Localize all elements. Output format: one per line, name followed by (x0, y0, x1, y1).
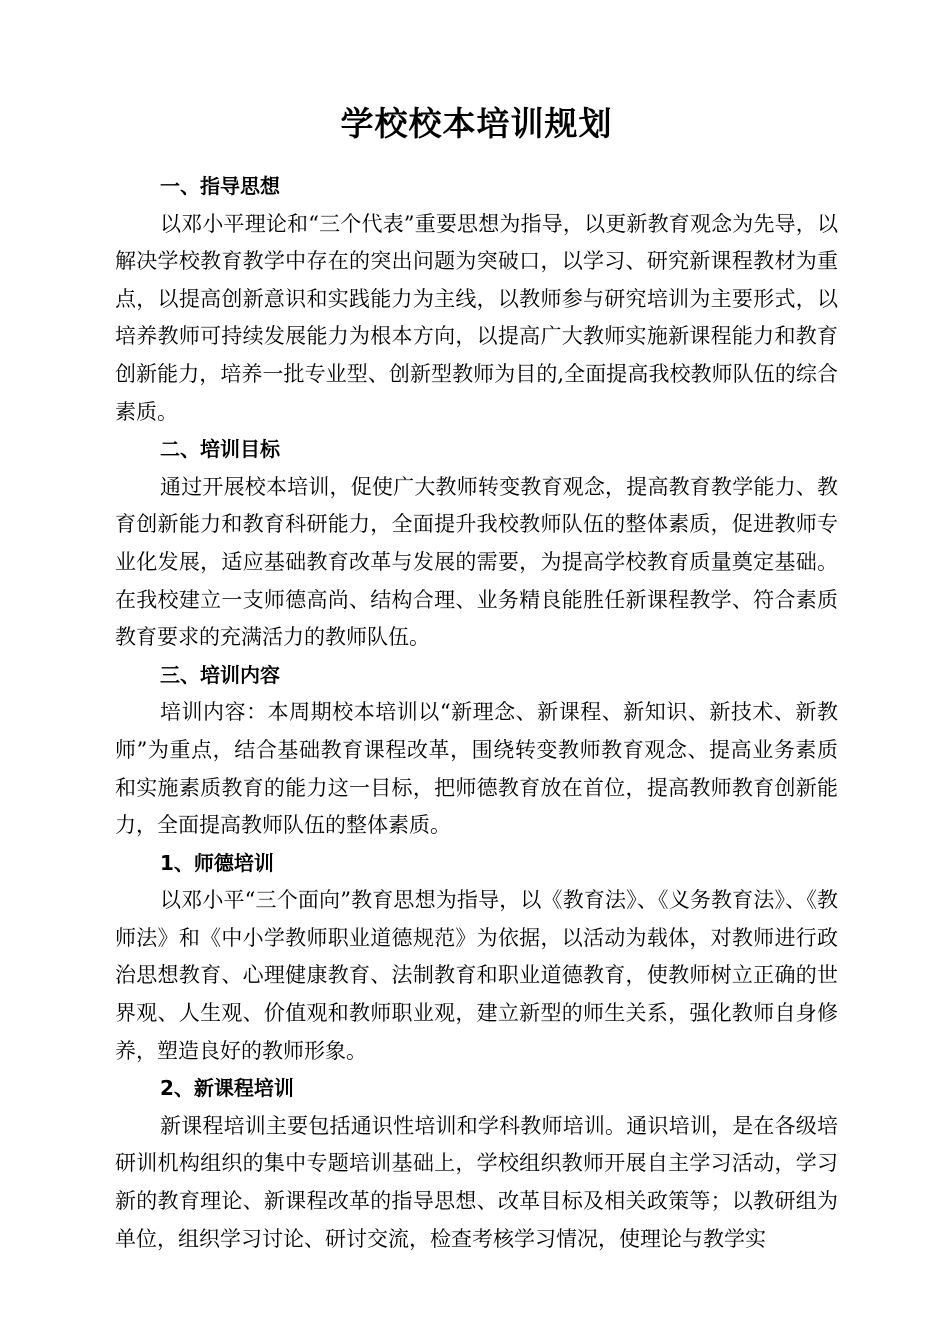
section-paragraph: 以邓小平“三个面向”教育思想为指导，以《教育法》、《义务教育法》、《教师法》和《中小学教师职业道德规范》为依据，以活动为载体，对教师进行政治思想教育、心理健康教育、法制教育和职业道德教育，使教师树立正确的世界观、人生观、价值观和教师职业观，建立新型的师生关系，强化教师自身修养，塑造良好的教师形象。 (115, 888, 838, 1063)
section-heading: 三、培训内容 (160, 662, 280, 687)
section-new-curriculum-training (115, 1070, 838, 1258)
section-heading: 一、指导思想 (160, 174, 280, 198)
section-guiding-ideology (115, 168, 838, 431)
section-training-goals (115, 431, 838, 657)
title-spacing (115, 152, 838, 168)
section-paragraph: 以邓小平理论和“三个代表”重要思想为指导，以更新教育观念为先导，以解决学校教育教学中存在的突出问题为突破口，以学习、研究新课程教材为重点，以提高创新意识和实践能力为主线，以教师参与研究培训为主要形式，以培养教师可持续发展能力为根本方向，以提高广大教师实施新课程能力和教育创新能力，培养一批专业型、创新型教师为目的,全面提高我校教师队伍的综合素质。 (115, 211, 838, 424)
section-heading: 二、培训目标 (160, 437, 280, 462)
document-page (115, 96, 838, 1258)
section-paragraph: 新课程培训主要包括通识性培训和学科教师培训。通识培训，是在各级培研训机构组织的集中专题培训基础上，学校组织教师开展自主学习活动，学习新的教育理论、新课程改革的指导思想、改革目标及相关政策等；以教研组为单位，组织学习讨论、研讨交流，检查考核学习情况，使理论与教学实 (115, 1113, 838, 1251)
section-heading: 1、师德培训 (160, 850, 274, 875)
section-ethics-training (115, 845, 838, 1071)
section-heading: 2、新课程培训 (160, 1076, 294, 1101)
section-paragraph: 培训内容：本周期校本培训以“新理念、新课程、新知识、新技术、新教师”为重点，结合基础教育课程改革，围绕转变教师教育观念、提高业务素质和实施素质教育的能力这一目标，把师德教育放在首位，提高教师教育创新能力，全面提高教师队伍的整体素质。 (115, 700, 838, 838)
section-training-content (115, 657, 838, 845)
section-paragraph: 通过开展校本培训，促使广大教师转变教育观念，提高教育教学能力、教育创新能力和教育科研能力，全面提升我校教师队伍的整体素质，促进教师专业化发展，适应基础教育改革与发展的需要，为提高学校教育质量奠定基础。在我校建立一支师德高尚、结构合理、业务精良能胜任新课程教学、符合素质教育要求的充满活力的教师队伍。 (115, 474, 838, 650)
document-title: 学校校本培训规划 (340, 104, 613, 143)
